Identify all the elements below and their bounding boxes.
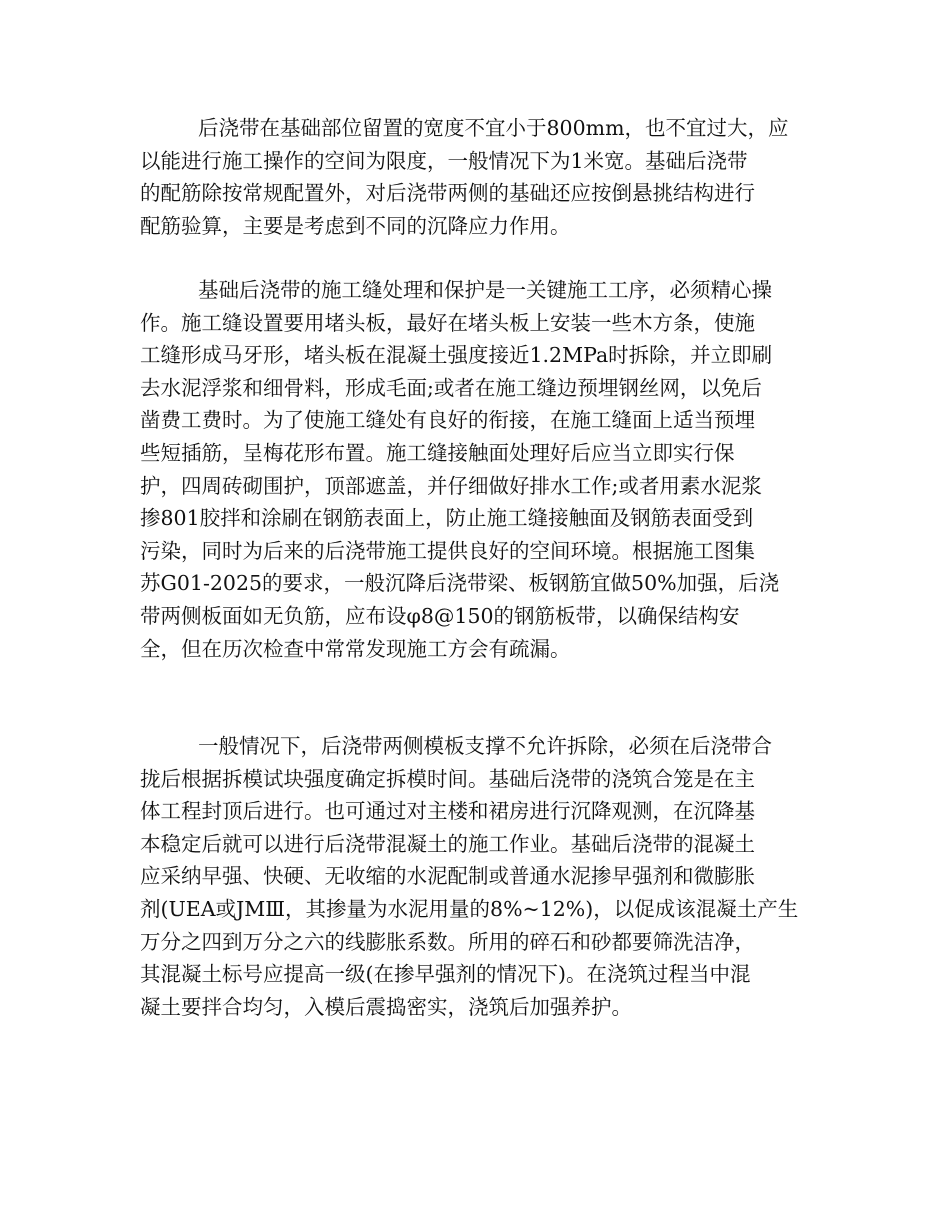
paragraph-line: 以能进行施工操作的空间为限度，一般情况下为1米宽。基础后浇带	[140, 148, 748, 173]
paragraph-line: 一般情况下，后浇带两侧模板支撑不允许拆除，必须在后浇带合	[198, 734, 772, 758]
paragraph-line: 其混凝土标号应提高一级(在掺早强剂的情况下)。在浇筑过程当中混	[140, 962, 751, 987]
paragraph-line: 基础后浇带的施工缝处理和保护是一关键施工工序，必须精心操	[198, 278, 772, 302]
paragraph-line: 体工程封顶后进行。也可通过对主楼和裙房进行沉降观测，在沉降基	[140, 799, 755, 824]
paragraph-line: 工缝形成马牙形，堵头板在混凝土强度接近1.2MPa时拆除，并立即刷	[140, 343, 773, 368]
paragraph-line: 作。施工缝设置要用堵头板，最好在堵头板上安装一些木方条，使施	[140, 310, 755, 335]
paragraph-line: 应采纳早强、快硬、无收缩的水泥配制或普通水泥掺早强剂和微膨胀	[140, 864, 755, 889]
paragraph-line: 拢后根据拆模试块强度确定拆模时间。基础后浇带的浇筑合笼是在主	[140, 766, 755, 791]
paragraph-line: 本稳定后就可以进行后浇带混凝土的施工作业。基础后浇带的混凝土	[140, 831, 755, 856]
paragraph-line: 配筋验算，主要是考虑到不同的沉降应力作用。	[140, 213, 571, 238]
paragraph-line: 苏G01-2025的要求，一般沉降后浇带梁、板钢筋宜做50%加强，后浇	[140, 571, 780, 596]
paragraph-3	[140, 730, 810, 1023]
paragraph-line: 凿费工费时。为了使施工缝处有良好的衔接，在施工缝面上适当预埋	[140, 408, 755, 433]
paragraph-line: 污染，同时为后来的后浇带施工提供良好的空间环境。根据施工图集	[140, 538, 755, 563]
paragraph-line: 全，但在历次检查中常常发现施工方会有疏漏。	[140, 636, 571, 661]
paragraph-line: 剂(UEA或JMⅢ，其掺量为水泥用量的8%~12%)，以促成该混凝土产生	[140, 896, 799, 921]
paragraph-line: 些短插筋，呈梅花形布置。施工缝接触面处理好后应当立即实行保	[140, 440, 735, 465]
paragraph-line: 去水泥浮浆和细骨料，形成毛面;或者在施工缝边预埋钢丝网，以免后	[140, 375, 762, 400]
paragraph-line: 凝土要拌合均匀，入模后震捣密实，浇筑后加强养护。	[140, 994, 632, 1019]
paragraph-line: 万分之四到万分之六的线膨胀系数。所用的碎石和砂都要筛洗洁净，	[140, 929, 755, 954]
paragraph-1	[140, 112, 810, 242]
paragraph-line: 掺801胶拌和涂刷在钢筋表面上，防止施工缝接触面及钢筋表面受到	[140, 506, 754, 531]
paragraph-2	[140, 274, 810, 665]
paragraph-line: 后浇带在基础部位留置的宽度不宜小于800mm，也不宜过大，应	[198, 116, 789, 140]
paragraph-line: 的配筋除按常规配置外，对后浇带两侧的基础还应按倒悬挑结构进行	[140, 181, 755, 206]
paragraph-line: 带两侧板面如无负筋，应布设φ8@150的钢筋板带，以确保结构安	[140, 603, 740, 628]
paragraph-line: 护，四周砖砌围护，顶部遮盖，并仔细做好排水工作;或者用素水泥浆	[140, 473, 762, 498]
